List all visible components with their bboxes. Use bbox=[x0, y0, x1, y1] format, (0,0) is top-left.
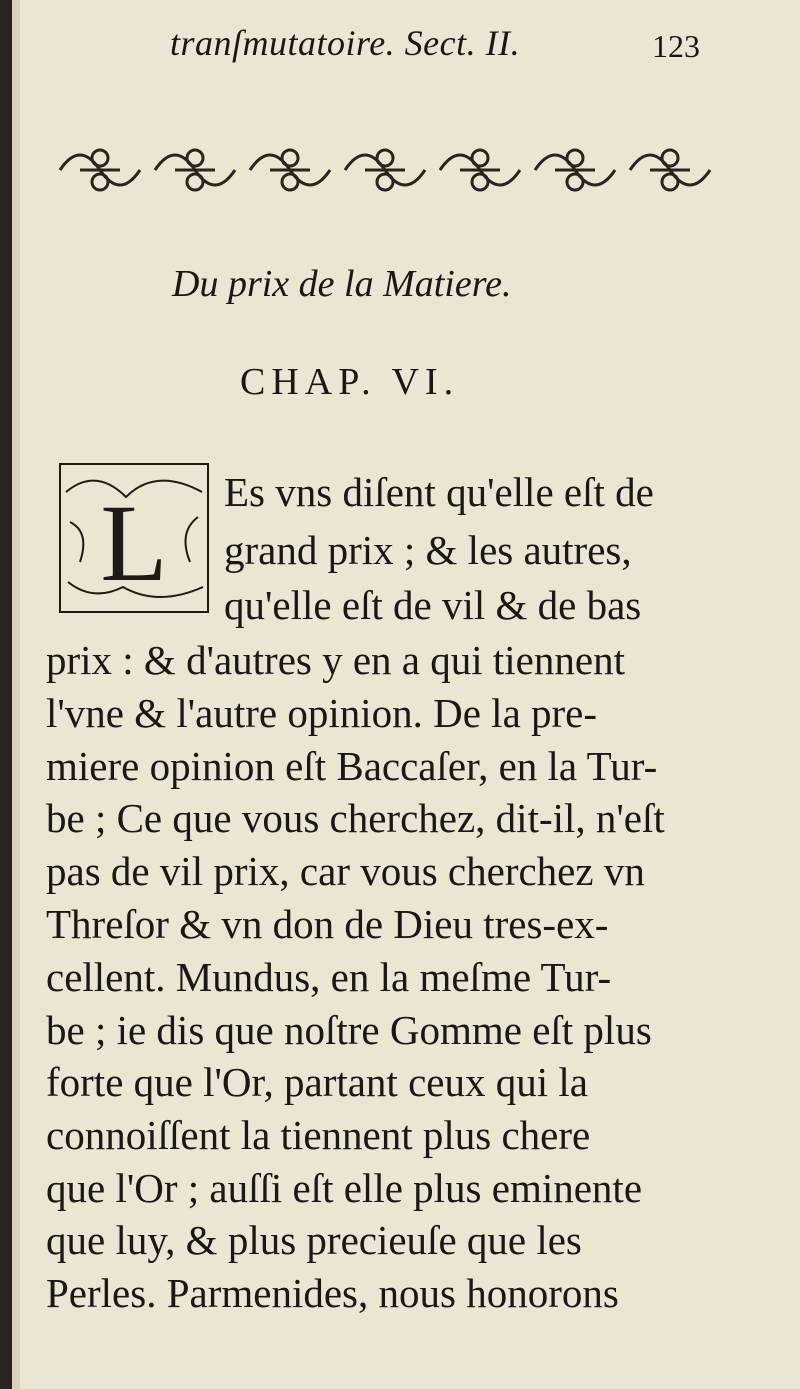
fleuron-5 bbox=[440, 150, 520, 190]
text-line: forte que l'Or, partant ceux qui la bbox=[46, 1059, 588, 1105]
text-line: be ; Ce que vous cherchez, dit-il, n'eſt bbox=[46, 795, 665, 841]
text-line: grand prix ; & les autres, bbox=[224, 527, 632, 573]
text-line: prix : & d'autres y en a qui tiennent bbox=[46, 637, 625, 683]
text-line: que l'Or ; auſſi eſt elle plus eminente bbox=[46, 1165, 643, 1211]
text-line: Perles. Parmenides, nous honorons bbox=[46, 1270, 619, 1316]
text-line: be ; ie dis que noſtre Gomme eſt plus bbox=[46, 1007, 652, 1053]
running-head: tranſmutatoire. Sect. II. bbox=[170, 23, 521, 63]
text-line: miere opinion eſt Baccaſer, en la Tur- bbox=[46, 743, 658, 789]
initial-letter-glyph: L bbox=[100, 482, 168, 604]
fleuron-1 bbox=[60, 150, 140, 190]
text-line: cellent. Mundus, en la meſme Tur- bbox=[46, 954, 612, 1000]
fleuron-4 bbox=[345, 150, 425, 190]
text-line: que luy, & plus precieuſe que les bbox=[46, 1217, 582, 1263]
text-line: qu'elle eſt de vil & de bas bbox=[224, 582, 642, 628]
text-line: connoiſſent la tiennent plus chere bbox=[46, 1112, 591, 1158]
fleuron-6 bbox=[535, 150, 615, 190]
text-line: pas de vil prix, car vous cherchez vn bbox=[46, 848, 645, 894]
text-line: Es vns diſent qu'elle eſt de bbox=[224, 469, 654, 515]
fleuron-7 bbox=[630, 150, 710, 190]
section-title: Du prix de la Matiere. bbox=[172, 263, 512, 305]
fleuron-3 bbox=[250, 150, 330, 190]
book-gutter bbox=[12, 0, 20, 1389]
text-line: Threſor & vn don de Dieu tres-ex- bbox=[46, 901, 609, 947]
fleuron-2 bbox=[155, 150, 235, 190]
book-binding-edge bbox=[0, 0, 12, 1389]
decorated-initial-letter bbox=[58, 462, 210, 614]
text-line: l'vne & l'autre opinion. De la pre- bbox=[46, 690, 598, 736]
ornamental-band bbox=[50, 130, 750, 210]
chapter-heading: CHAP. VI. bbox=[240, 361, 460, 403]
page-number: 123 bbox=[652, 28, 700, 64]
